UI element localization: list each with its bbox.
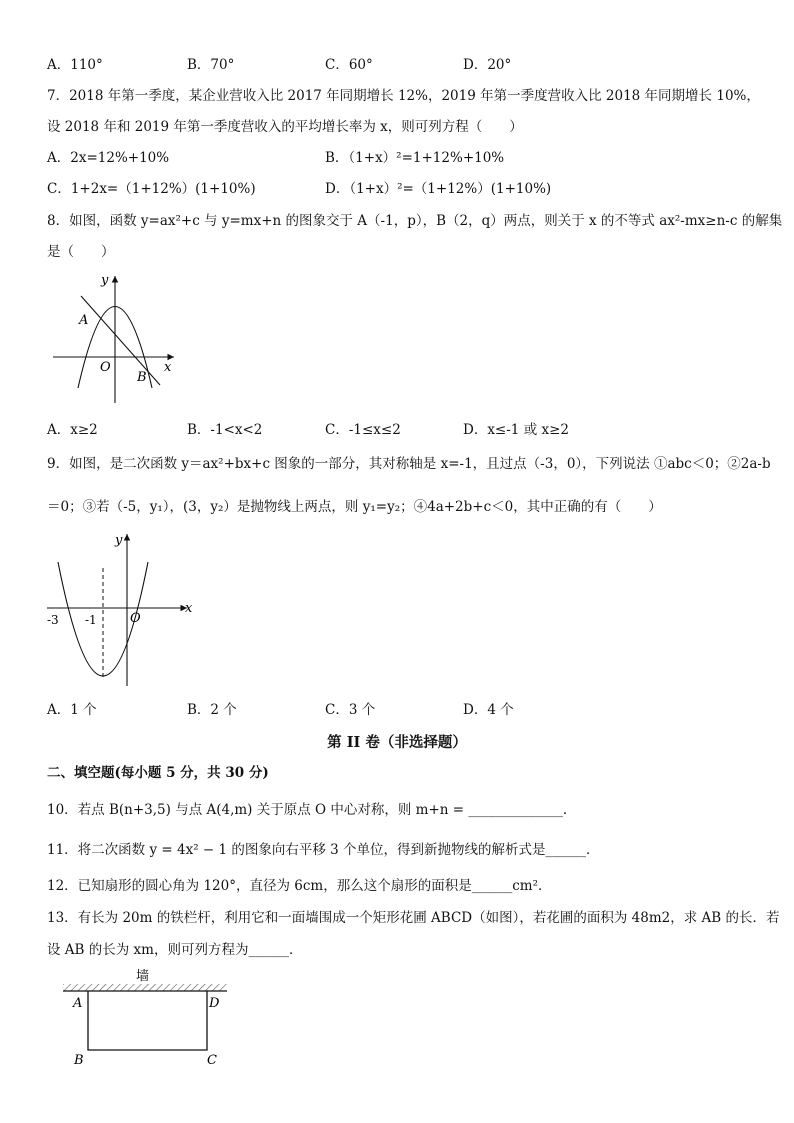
q6-option-d: D．20° xyxy=(463,57,512,73)
q9-stem-line2: ＝0；③若（-5，y₁），(3，y₂）是抛物线上两点，则 y₁=y₂；④4a+2b+c＜0，其中正确的有（ ） xyxy=(47,499,662,515)
q13-wall-hatching xyxy=(63,984,227,991)
q8-label-y: y xyxy=(101,273,109,288)
q8-label-a: A xyxy=(79,313,89,328)
q8-label-o: O xyxy=(100,360,111,375)
q9-label-y: y xyxy=(115,533,123,548)
q9-option-c: C．3 个 xyxy=(325,702,376,718)
q8-option-b: B．-1<x<2 xyxy=(187,422,263,438)
q7-option-b: B．（1+x）²=1+12%+10% xyxy=(325,150,505,166)
q13-figure xyxy=(60,966,235,1066)
q8-option-a: A．x≥2 xyxy=(47,422,98,438)
q13-label-c: C xyxy=(207,1053,217,1066)
q9-option-b: B．2 个 xyxy=(187,702,237,718)
q13-stem-line1: 13．有长为 20m 的铁栏杆，利用它和一面墙围成一个矩形花圃 ABCD（如图），若花圃的面积为 48m2，求 AB 的长．若 xyxy=(47,910,780,926)
q9-label-minus1: -1 xyxy=(85,613,97,627)
q9-option-a: A．1 个 xyxy=(47,702,97,718)
q8-stem-line1: 8．如图，函数 y=ax²+c 与 y=mx+n 的图象交于 A（-1，p），B（2，q）两点，则关于 x 的不等式 ax²-mx≥n-c 的解集 xyxy=(47,213,783,229)
q9-option-d: D．4 个 xyxy=(463,702,514,718)
q9-label-minus3: -3 xyxy=(47,613,59,627)
q8-label-b: B xyxy=(137,370,147,385)
q7-stem-line1: 7．2018 年第一季度，某企业营收入比 2017 年同期增长 12%，2019 年第一季度营收入比 2018 年同期增长 10%， xyxy=(47,88,760,104)
q8-line xyxy=(81,296,160,385)
q13-stem-line2: 设 AB 的长为 xm，则可列方程为______． xyxy=(47,942,303,958)
q7-option-c: C．1+2x=（1+12%）(1+10%) xyxy=(47,181,256,197)
q13-label-a: A xyxy=(73,996,83,1011)
q6-option-c: C．60° xyxy=(325,57,373,73)
q13-fence xyxy=(88,991,207,1050)
q7-option-d: D．（1+x）²=（1+12%）(1+10%) xyxy=(325,181,552,197)
q8-label-x: x xyxy=(164,360,172,375)
q10-text: 10．若点 B(n+3,5) 与点 A(4,m) 关于原点 O 中心对称，则 m+n = ______________． xyxy=(47,802,577,818)
q9-label-x: x xyxy=(185,601,193,616)
q8-stem-line2: 是（ ） xyxy=(47,244,115,260)
q13-label-d: D xyxy=(209,996,220,1011)
q9-figure xyxy=(42,528,202,688)
q8-option-d: D．x≤-1 或 x≥2 xyxy=(463,422,569,438)
q9-label-o: O xyxy=(130,611,141,626)
q13-label-wall: 墙 xyxy=(136,969,150,984)
q8-figure xyxy=(48,268,183,408)
part2-heading: 二、填空题(每小题 5 分，共 30 分) xyxy=(47,765,269,781)
q7-stem-line2: 设 2018 年和 2019 年第一季度营收入的平均增长率为 x，则可列方程（ ） xyxy=(47,119,523,135)
q8-option-c: C．-1≤x≤2 xyxy=(325,422,401,438)
q9-stem-line1: 9．如图，是二次函数 y＝ax²+bx+c 图象的一部分，其对称轴是 x=-1，且过点（-3，0），下列说法 ①abc＜0；②2a-b xyxy=(47,456,771,472)
q13-label-b: B xyxy=(74,1053,84,1066)
q6-option-a: A．110° xyxy=(47,57,103,73)
q7-option-a: A．2x=12%+10% xyxy=(47,150,170,166)
q6-option-b: B．70° xyxy=(187,57,235,73)
section-title: 第 II 卷（非选择题） xyxy=(327,734,467,751)
q12-text: 12．已知扇形的圆心角为 120°，直径为 6cm，那么这个扇形的面积是______cm²． xyxy=(47,878,552,894)
q11-text: 11．将二次函数 y = 4x² − 1 的图象向右平移 3 个单位，得到新抛物线的解析式是______． xyxy=(47,842,600,858)
